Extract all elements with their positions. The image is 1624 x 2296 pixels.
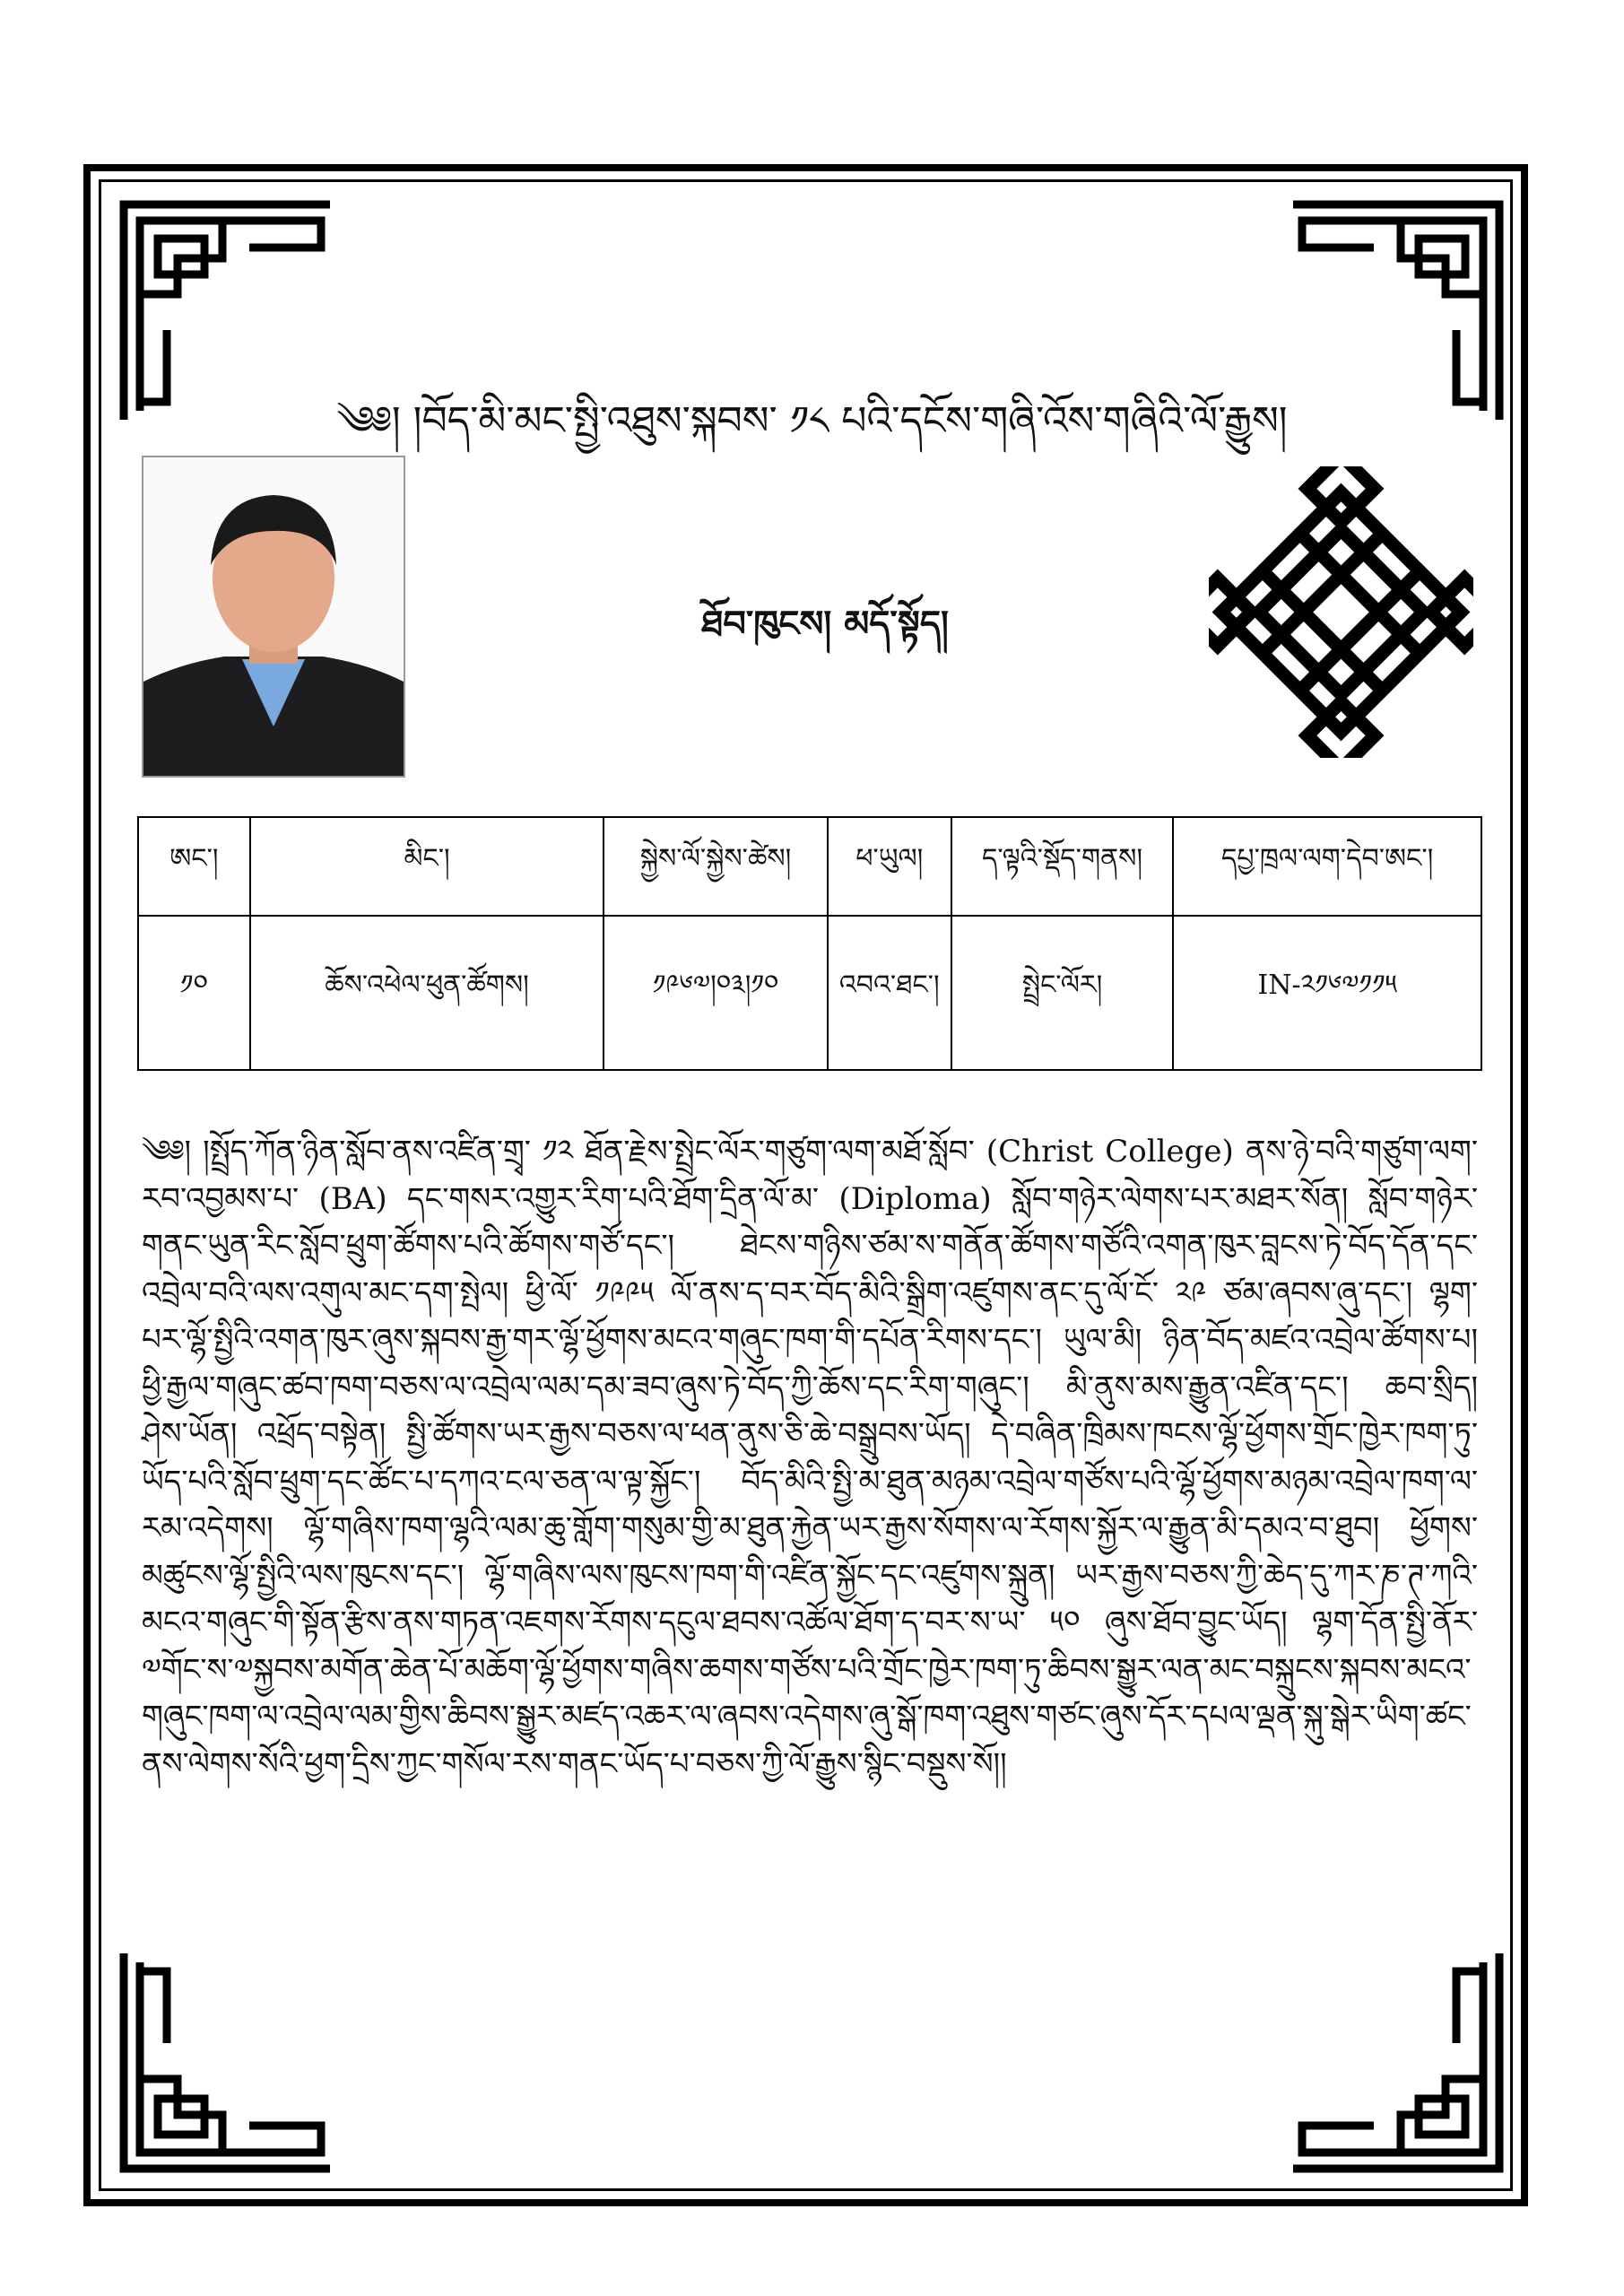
column-header: མིང་། bbox=[250, 817, 604, 916]
table-cell-number: ༡༠ bbox=[138, 916, 250, 1070]
column-header: དཔྱ་ཁྲལ་ལག་དེབ་ཨང་། bbox=[1173, 817, 1481, 916]
column-header: ད་ལྟའི་སྡོད་གནས། bbox=[951, 817, 1174, 916]
table-cell-residence: སྤྲེང་ལོར། bbox=[951, 916, 1174, 1070]
corner-ornament-icon bbox=[115, 1944, 339, 2178]
page-title: ༄༅། །བོད་མི་མང་སྤྱི་འཐུས་སྐབས་ ༡༨ པའི་དངོས་གཞི་འོས་གཞིའི་ལོ་རྒྱུས། bbox=[336, 398, 1288, 444]
endless-knot-icon bbox=[1209, 466, 1473, 758]
candidate-info-table bbox=[137, 816, 1482, 1071]
column-header: ཨང་། bbox=[138, 817, 250, 916]
column-header: སྐྱེས་ལོ་སྐྱེས་ཚེས། bbox=[604, 817, 828, 916]
candidate-photo bbox=[142, 456, 405, 778]
candidate-origin-name: ཐོབ་ཁུངས། མདོ་སྟོད། bbox=[701, 603, 949, 645]
biography-paragraph: ༄༅། །སྤྲོད་ཀོན་ཉིན་སློབ་ནས་འཛིན་གྲྭ་ ༡༢ ཐོན་རྗེས་སྤྲེང་ལོར་གཙུག་ལག་མཐོ་སློབ་ (Christ College) ནས་ཉེ་བའི་གཙུག་ལག་རབ་འབྱམས་པ་ (BA) དང་གསར་འགྱུར་རིག་པའི་ཐོག་དྲིན་ལོ་མ་ (Diploma) སློབ་གཉེར་ལེགས་པར་མཐར་སོན། སློབ་གཉེར་གནང་ཡུན་རིང་སློབ་ཕྲུག་ཚོགས་པའི་ཚོགས་གཙོ་དང་། ཐེངས་གཉིས་ཙམ་ས་གནོན་ཚོགས་གཙོའི་འགན་ཁུར་བླངས་ཏེ་བོད་དོན་དང་འབྲེལ་བའི་ལས་འགུལ་མང་དག་སྤེལ། ཕྱི་ལོ་ ༡༩༩༥ ལོ་ནས་ད་བར་བོད་མིའི་སྒྲིག་འཛུགས་ནང་དུ་ལོ་ངོ་ ༢༩ ཙམ་ཞབས་ཞུ་དང་། ལྷག་པར་ལྷོ་སྤྱིའི་འགན་ཁུར་ཞུས་སྐབས་རྒྱ་གར་ལྷོ་ཕྱོགས་མངའ་གཞུང་ཁག་གི་དཔོན་རིགས་དང་། ཡུལ་མི། ཉིན་བོད་མཛའ་འབྲེལ་ཚོགས་པ། ཕྱི་རྒྱལ་གཞུང་ཚབ་ཁག་བཅས་ལ་འབྲེལ་ལམ་དམ་ཟབ་ཞུས་ཏེ་བོད་ཀྱི་ཆོས་དང་རིག་གཞུང་། མི་ནུས་མས་རྒྱུན་འཛིན་དང་། ཆབ་སྲིད། ཤེས་ཡོན། འཕྲོད་བསྟེན། སྤྱི་ཚོགས་ཡར་རྒྱས་བཅས་ལ་ཕན་ནུས་ཅི་ཆེ་བསྒྲུབས་ཡོད། དེ་བཞིན་ཁྲིམས་ཁངས་ལྷོ་ཕྱོགས་གྲོང་ཁྱེར་ཁག་ཏུ་ཡོད་པའི་སློབ་ཕྲུག་དང་ཚོང་པ་དཀའ་ངལ་ཅན་ལ་ལྟ་སྐྱོང་། བོད་མིའི་སྤྱི་མ་ཐུན་མཉམ་འབྲེལ་གཙོས་པའི་ལྷོ་ཕྱོགས་མཉམ་འབྲེལ་ཁག་ལ་རམ་འདེགས། ལྷོ་གཞིས་ཁག་ལྷའི་ལམ་ཆུ་གློག་གསུམ་གྱི་མ་ཐུན་རྐྱེན་ཡར་རྒྱས་སོགས་ལ་རོགས་སྐྱོར་ལ་རྒྱུན་མི་དམའ་བ་ཐུབ། ཕྱོགས་མཚུངས་ལྷོ་སྤྱིའི་ལས་ཁུངས་དང་། ལྷོ་གཞིས་ལས་ཁུངས་ཁག་གི་འཛིན་སྐྱོང་དང་འཛུགས་སྐྲུན། ཡར་རྒྱས་བཅས་ཀྱི་ཆེད་དུ་ཀར་ཎ་ཊ་ཀའི་མངའ་གཞུང་གི་སྟོན་རྩིས་ནས་གཏན་འཇགས་རོགས་དངུལ་ཐབས་འཚོལ་ཐོག་ད་བར་ས་ཡ་ ༥༠ ཞུས་ཐོབ་བྱུང་ཡོད། ལྷག་དོན་སྤྱི་ནོར་༧གོང་ས་༧སྐྱབས་མགོན་ཆེན་པོ་མཆོག་ལྷོ་ཕྱོགས་གཞིས་ཆགས་གཙོས་པའི་གྲོང་ཁྱེར་ཁག་ཏུ་ཆིབས་སྒྱུར་ལན་མང་བསྐྲུངས་སྐབས་མངའ་གཞུང་ཁག་ལ་འབྲེལ་ལམ་གྱིས་ཆིབས་སྒྱུར་མཛད་འཆར་ལ་ཞབས་འདེགས་ཞུ་སྒོ་ཁག་འཐུས་གཙང་ཞུས་དོར་དཔལ་ལྡན་སྐུ་སྒེར་ཡིག་ཚང་ནས་ལེགས་སོའི་ཕྱག་དྲིས་ཀྱང་གསོལ་རས་གནང་ཡོད་པ་བཅས་ཀྱི་ལོ་རྒྱུས་སྙིང་བསྡུས་སོ།། bbox=[142, 1134, 1478, 1782]
table-cell-hometown: འབའ་ཐང་། bbox=[828, 916, 951, 1070]
column-header: ཕ་ཡུལ། bbox=[828, 817, 951, 916]
corner-ornament-icon bbox=[1284, 1944, 1508, 2178]
table-row bbox=[138, 916, 1481, 1070]
table-header-row bbox=[138, 817, 1481, 916]
table-cell-name: ཆོས་འཕེལ་ཕུན་ཚོགས། bbox=[250, 916, 604, 1070]
table-cell-green-book: IN-༢༡༦༧༡༡༥ bbox=[1173, 916, 1481, 1070]
table-cell-birthdate: ༡༩༦༧།༠༣།༡༠ bbox=[604, 916, 828, 1070]
